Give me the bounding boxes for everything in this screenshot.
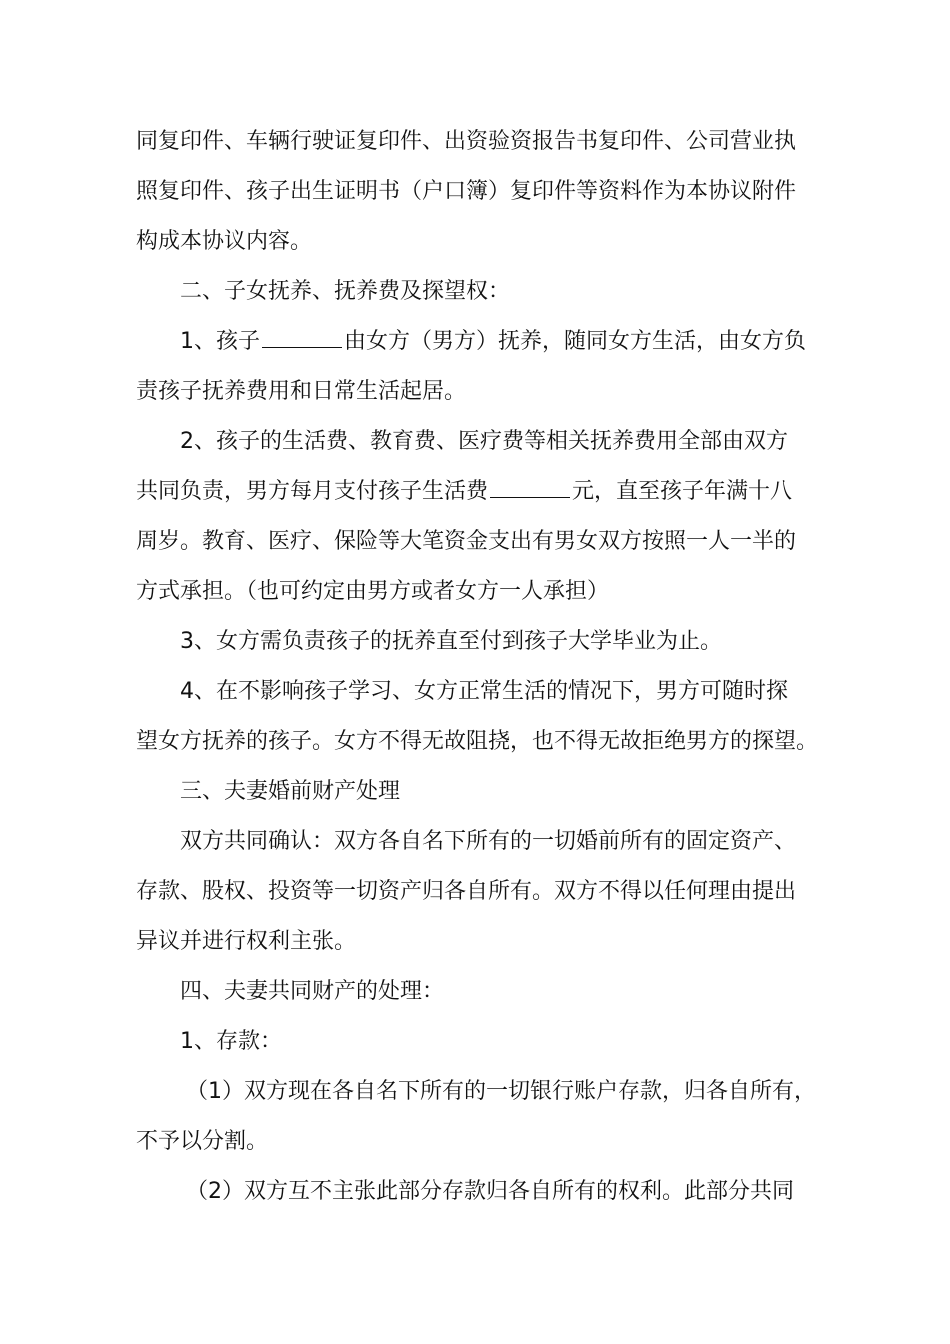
text-line: 存款、股权、投资等一切资产归各自所有。双方不得以任何理由提出 — [136, 879, 797, 904]
text-line: 望女方抚养的孩子。女方不得无故阻挠，也不得无故拒绝男方的探望。 — [136, 729, 819, 754]
attachments-paragraph — [136, 117, 826, 267]
heading-text: 二、子女抚养、抚养费及探望权： — [180, 279, 511, 304]
section-heading-premarital-property — [136, 767, 826, 817]
clause-deposits-2 — [136, 1167, 826, 1217]
clause-custody-2 — [136, 417, 826, 617]
clause-custody-1 — [136, 317, 826, 417]
text-line: 周岁。教育、医疗、保险等大笔资金支出有男女双方按照一人一半的 — [136, 529, 797, 554]
text-line: 异议并进行权利主张。 — [136, 929, 357, 954]
heading-text: 三、夫妻婚前财产处理 — [180, 779, 401, 804]
text-line: 2、孩子的生活费、教育费、医疗费等相关抚养费用全部由双方 — [180, 429, 788, 454]
heading-text: 1、存款： — [180, 1029, 282, 1054]
text-line: （2）双方互不主张此部分存款归各自所有的权利。此部分共同 — [186, 1179, 794, 1204]
clause-text: 共同负责，男方每月支付孩子生活费 — [136, 479, 489, 504]
text-line: 责孩子抚养费用和日常生活起居。 — [136, 379, 467, 404]
section-heading-joint-property — [136, 967, 826, 1017]
text-line: 不予以分割。 — [136, 1129, 269, 1154]
text-line: 方式承担。（也可约定由男方或者女方一人承担） — [136, 579, 610, 604]
document-body — [136, 117, 826, 1217]
clause-premarital-property — [136, 817, 826, 967]
text-line: 同复印件、车辆行驶证复印件、出资验资报告书复印件、公司营业执 — [136, 129, 797, 154]
text-line: 构成本协议内容。 — [136, 229, 313, 254]
fill-in-blank — [262, 329, 342, 348]
clause-text: 由女方（男方）抚养，随同女方生活，由女方负 — [344, 329, 807, 354]
subheading-deposits — [136, 1017, 826, 1067]
clause-custody-3 — [136, 617, 826, 667]
text-line: （1）双方现在各自名下所有的一切银行账户存款，归各自所有， — [186, 1079, 816, 1104]
text-line: 双方共同确认：双方各自名下所有的一切婚前所有的固定资产、 — [180, 829, 797, 854]
clause-text: 元，直至孩子年满十八 — [572, 479, 793, 504]
text-line — [136, 317, 826, 367]
clause-text: 1、孩子 — [180, 329, 260, 354]
clause-deposits-1 — [136, 1067, 826, 1167]
clause-custody-4 — [136, 667, 826, 767]
fill-in-blank — [490, 479, 570, 498]
text-line: 4、在不影响孩子学习、女方正常生活的情况下，男方可随时探 — [180, 679, 788, 704]
text-line: 照复印件、孩子出生证明书（户口簿）复印件等资料作为本协议附件 — [136, 179, 797, 204]
section-heading-child-custody — [136, 267, 826, 317]
heading-text: 四、夫妻共同财产的处理： — [180, 979, 445, 1004]
text-line — [136, 467, 826, 517]
text-line: 3、女方需负责孩子的抚养直至付到孩子大学毕业为止。 — [180, 629, 722, 654]
